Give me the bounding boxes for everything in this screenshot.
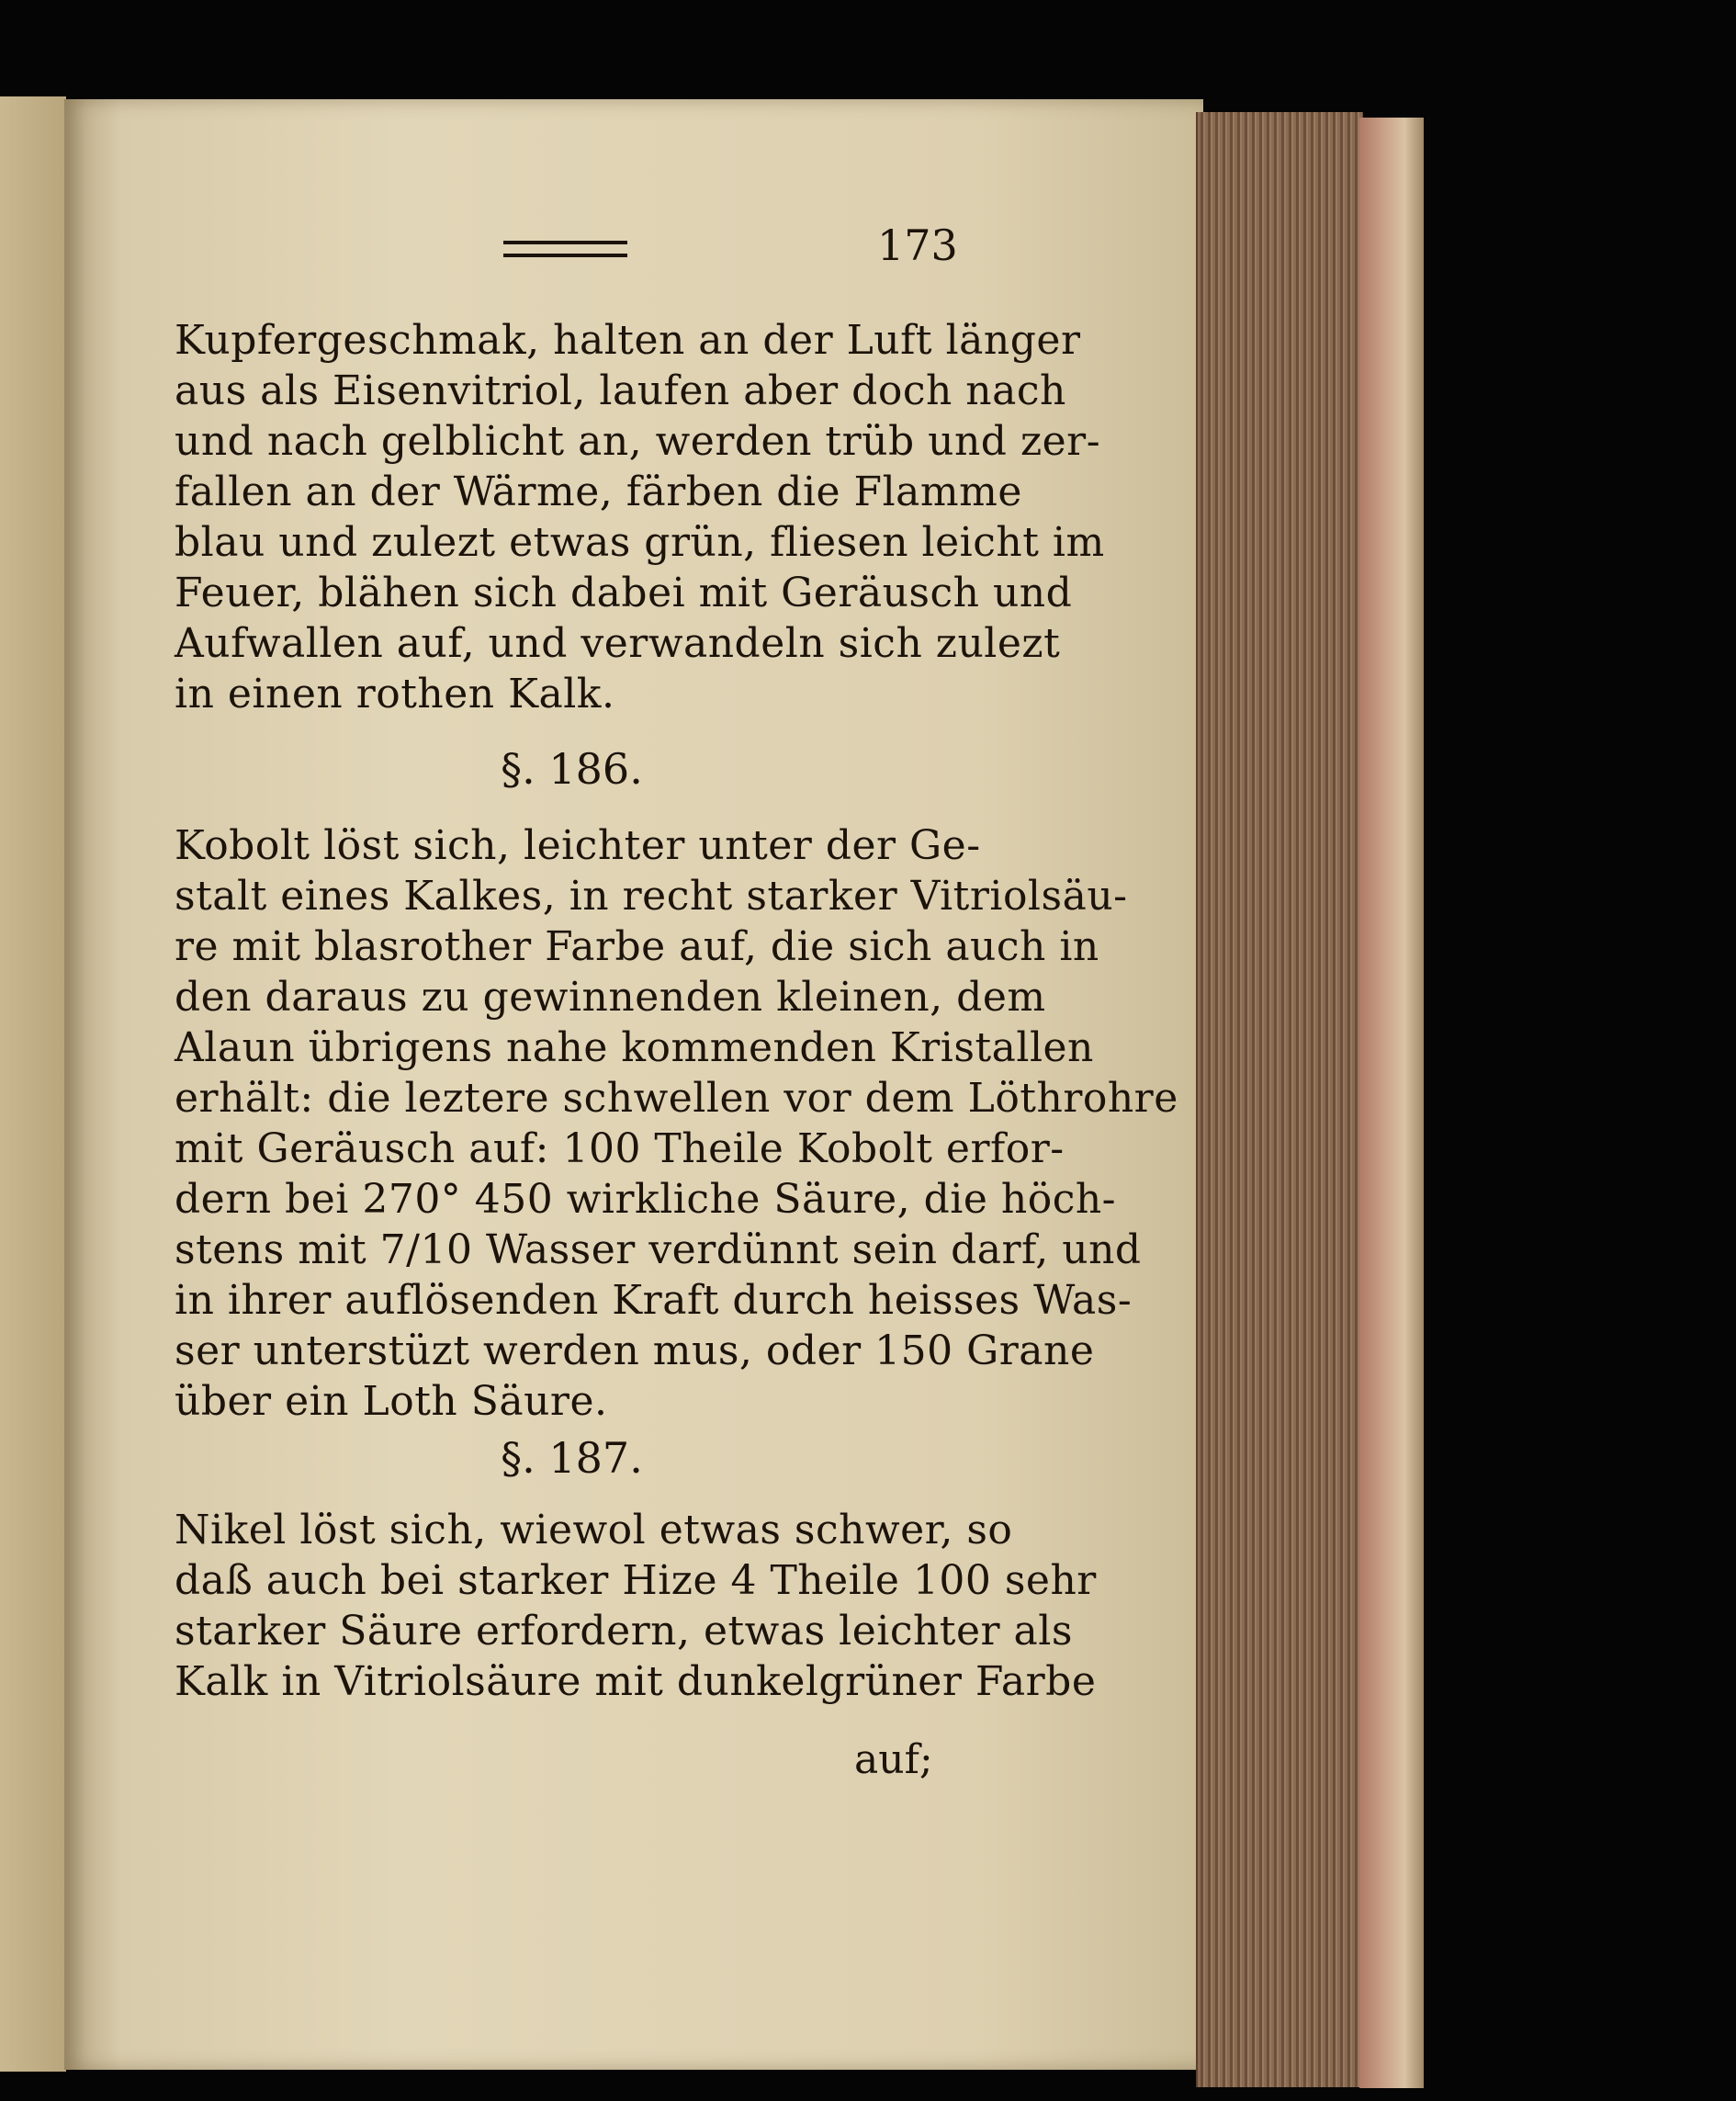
text-line: stalt eines Kalkes, in recht starker Vitriolsäu- xyxy=(175,873,1128,920)
section-heading: §. 186. xyxy=(501,744,643,794)
text-line: starker Säure erfordern, etwas leichter als xyxy=(175,1608,1073,1655)
header-rule xyxy=(503,241,627,257)
text-line: über ein Loth Säure. xyxy=(175,1378,608,1425)
book-cover-edge xyxy=(1359,118,1424,2088)
text-line: Feuer, blähen sich dabei mit Geräusch und xyxy=(175,570,1073,616)
text-line: Kupfergeschmak, halten an der Luft länger xyxy=(175,317,1081,364)
text-line: ser unterstüzt werden mus, oder 150 Grane xyxy=(175,1327,1095,1374)
text-line: in ihrer auflösenden Kraft durch heisses Was- xyxy=(175,1277,1133,1324)
text-line: Kalk in Vitriolsäure mit dunkelgrüner Farbe xyxy=(175,1658,1097,1705)
page-block-edges xyxy=(1196,112,1363,2087)
text-line: re mit blasrother Farbe auf, die sich auch in xyxy=(175,923,1099,970)
section-heading: §. 187. xyxy=(501,1433,643,1483)
previous-page-edge xyxy=(0,96,66,2072)
text-line: fallen an der Wärme, färben die Flamme xyxy=(175,469,1022,515)
catchword: auf; xyxy=(854,1736,933,1783)
text-line: aus als Eisenvitriol, laufen aber doch nach xyxy=(175,367,1066,414)
text-line: in einen rothen Kalk. xyxy=(175,671,615,717)
text-line: und nach gelblicht an, werden trüb und zer- xyxy=(175,418,1101,465)
text-line: mit Geräusch auf: 100 Theile Kobolt erfor- xyxy=(175,1125,1065,1172)
text-line: Aufwallen auf, und verwandeln sich zulezt xyxy=(175,620,1061,667)
text-line: stens mit 7/10 Wasser verdünnt sein darf, und xyxy=(175,1226,1142,1273)
text-line: blau und zulezt etwas grün, fliesen leicht im xyxy=(175,519,1105,566)
text-line: Alaun übrigens nahe kommenden Kristallen xyxy=(175,1024,1094,1071)
text-line: den daraus zu gewinnenden kleinen, dem xyxy=(175,974,1046,1021)
text-line: Nikel löst sich, wiewol etwas schwer, so xyxy=(175,1507,1013,1553)
text-line: daß auch bei starker Hize 4 Theile 100 sehr xyxy=(175,1557,1097,1604)
text-line: erhält: die leztere schwellen vor dem Löthrohre xyxy=(175,1075,1178,1122)
text-line: dern bei 270° 450 wirkliche Säure, die höch- xyxy=(175,1176,1117,1223)
text-line: Kobolt löst sich, leichter unter der Ge- xyxy=(175,822,981,869)
page-number: 173 xyxy=(877,220,958,270)
